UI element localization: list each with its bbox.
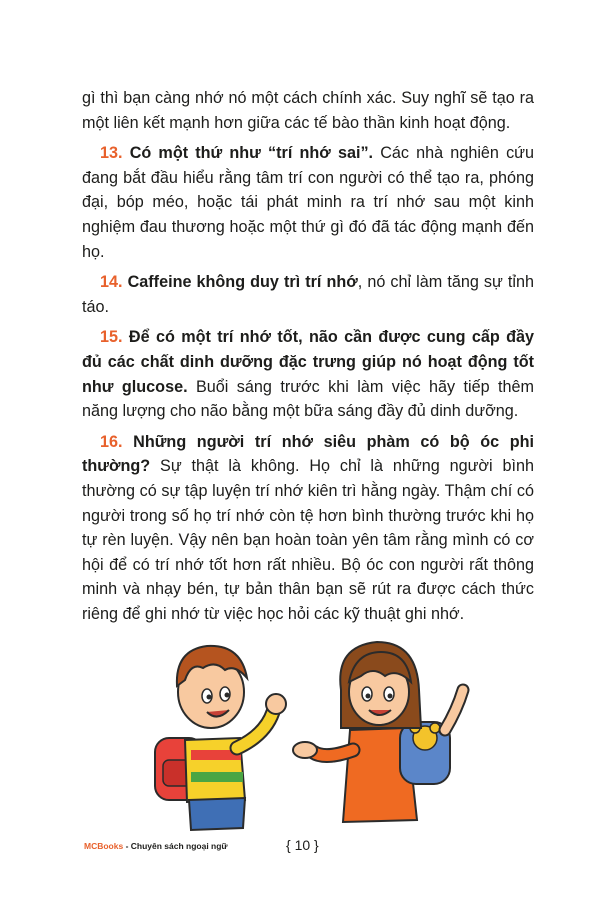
item-number: 15. (100, 328, 123, 347)
item-text: Buổi sáng trước khi làm việc hãy tiếp thêm năng lượng cho não bằng một bữa sáng đầy đủ dinh dưỡng. (82, 377, 534, 421)
item-number: 13. (100, 144, 123, 163)
item-number: 14. (100, 273, 123, 292)
page-number: { 10 } (286, 837, 319, 853)
item-heading: Để có một trí nhớ tốt, não cần được cung cấp đầy đủ các chất dinh dưỡng đặc trưng giúp nó hoạt động tốt như glucose. (82, 328, 534, 396)
item-text: Các nhà nghiên cứu đang bắt đầu hiểu rằng tâm trí con người có thể tạo ra, phóng đại, bóp méo, hoặc tái phát minh ra trí nhớ sau một kinh nghiệm đau thương hoặc một thứ gì đó đã tác động mạnh đến họ. (82, 144, 535, 261)
paragraph-16 (82, 430, 534, 627)
item-text: Sự thật là không. Họ chỉ là những người bình thường có sự tập luyện trí nhớ kiên trì hằng ngày. Thậm chí có người trong số họ trí nhớ còn tệ hơn bình thường trước khi họ tự rèn luyện. Vậy nên bạn hoàn toàn yên tâm rằng mình có cơ hội để có trí nhớ tốt hơn rất nhiều. Bộ óc con người rất thông minh và nhạy bén, tự bản thân bạn sẽ rút ra được cách thức riêng để ghi nhớ từ việc học hỏi các kỹ thuật ghi nhớ. (82, 457, 534, 623)
paragraph-15 (82, 325, 534, 423)
item-heading: Caffeine không duy trì trí nhớ (127, 273, 358, 292)
paragraph-14 (82, 270, 534, 319)
boy-figure (155, 646, 286, 830)
kids-illustration (145, 630, 485, 835)
brand-name: MCBooks (84, 841, 124, 851)
item-number: 16. (100, 432, 123, 451)
item-text: , nó chỉ làm tăng sự tỉnh táo. (82, 273, 534, 316)
body-text (82, 86, 534, 632)
brand-tagline: - Chuyên sách ngoại ngữ (123, 841, 228, 851)
paragraph-text: gì thì bạn càng nhớ nó một cách chính xác. Suy nghĩ sẽ tạo ra một liên kết mạnh hơn giữa các tế bào thần kinh hoạt động. (82, 89, 534, 132)
item-heading: Có một thứ như “trí nhớ sai”. (129, 144, 374, 163)
paragraph-13 (82, 141, 534, 264)
paragraph-continuation (82, 86, 534, 135)
footer-brand (84, 841, 228, 851)
girl-figure (293, 642, 463, 822)
item-heading: Những người trí nhớ siêu phàm có bộ óc phi thường? (82, 432, 535, 476)
